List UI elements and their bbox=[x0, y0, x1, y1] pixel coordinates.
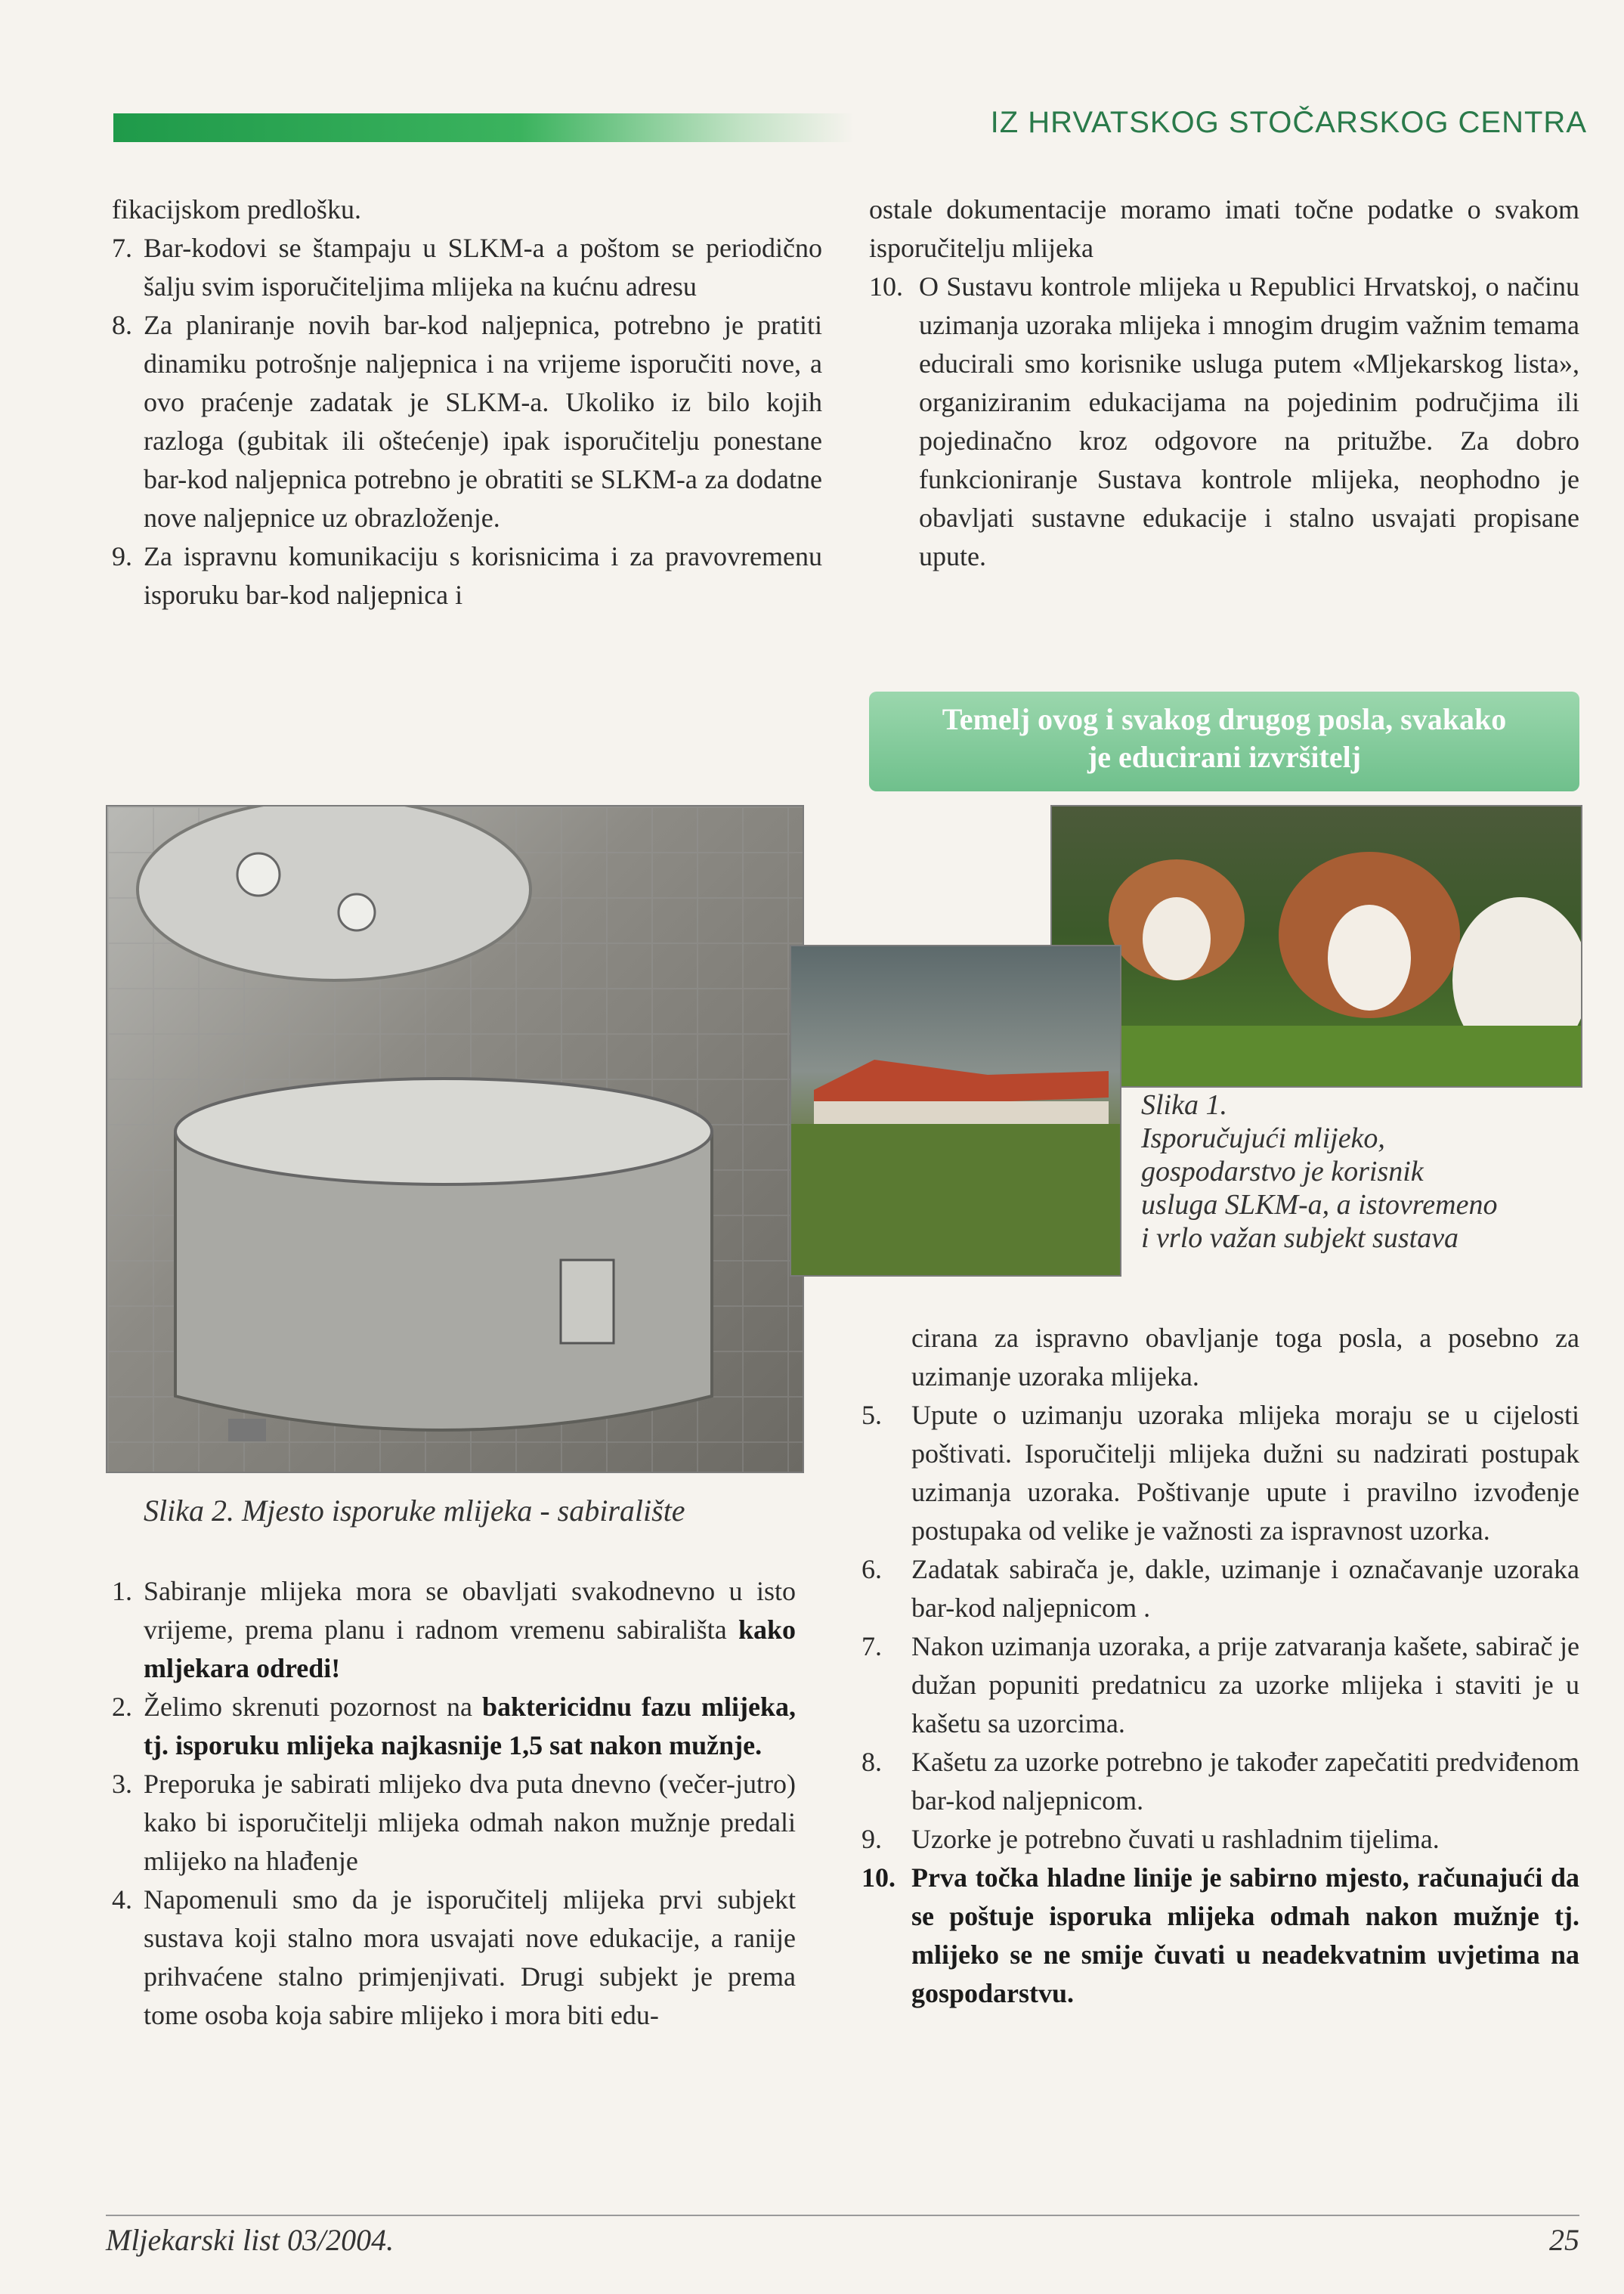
farm-photo bbox=[790, 945, 1121, 1277]
list-number: 7. bbox=[861, 1631, 882, 1661]
list-number: 5. bbox=[861, 1400, 882, 1430]
caption-title: Slika 1. bbox=[1141, 1089, 1227, 1121]
list-text: Preporuka je sabirati mlijeko dva puta dnevno (večer-jutro) kako bi isporučitelji mlijeka odmah nakon mužnje predali mlijeko na hlađenje bbox=[144, 1769, 796, 1876]
paragraph-continuation: ostale dokumentacije moramo imati točne podatke o svakom isporučitelju mlijeka bbox=[869, 194, 1579, 263]
list-item bbox=[861, 1396, 1579, 1550]
list-item bbox=[112, 1688, 796, 1765]
list-item bbox=[112, 537, 822, 615]
figure-caption-2: Slika 2. Mjesto isporuke mlijeka - sabiralište bbox=[144, 1494, 685, 1528]
list-item bbox=[861, 1820, 1579, 1859]
text-column-4 bbox=[861, 1319, 1579, 2013]
text-column-3 bbox=[112, 1572, 796, 2035]
page-number: 25 bbox=[1549, 2223, 1579, 2257]
list-number: 10. bbox=[869, 271, 903, 302]
caption-line: i vrlo važan subjekt sustava bbox=[1141, 1222, 1459, 1254]
milk-tank-photo bbox=[106, 805, 804, 1473]
list-text: Uzorke je potrebno čuvati u rashladnim tijelima. bbox=[911, 1824, 1440, 1854]
list-text: Za ispravnu komunikaciju s korisnicima i za pravovremenu isporuku bar-kod naljepnica i bbox=[144, 541, 822, 610]
list-text-wrap bbox=[144, 1688, 796, 1765]
list-item bbox=[112, 1572, 796, 1688]
list-text: Za planiranje novih bar-kod naljepnica, potrebno je pratiti dinamiku potrošnje naljepnica i na vrijeme isporučiti nove, a ovo praćenje zadatak je SLKM-a. Ukoliko iz bilo kojih razloga (gubitak ili oštećenje) ipak isporučitelju ponestane bar-kod naljepnica potrebno je obratiti se SLKM-a za dodatne nove naljepnice uz obrazloženje. bbox=[144, 310, 822, 533]
list-number: 2. bbox=[112, 1692, 132, 1722]
list-text: Nakon uzimanja uzoraka, a prije zatvaranja kašete, sabirač je dužan popuniti predatnicu za uzorke mlijeka i staviti je u kašetu sa uzorcima. bbox=[911, 1631, 1579, 1738]
text-column-2 bbox=[869, 190, 1579, 576]
highlight-callout bbox=[869, 692, 1579, 791]
list-number: 7. bbox=[112, 233, 132, 263]
list-number: 8. bbox=[112, 310, 132, 340]
list-number: 8. bbox=[861, 1747, 882, 1777]
list-text: Želimo skrenuti pozornost na bbox=[144, 1692, 482, 1722]
caption-line: Isporučujući mlijeko, bbox=[1141, 1122, 1385, 1154]
list-text-bold: baktericidnu fazu mlijeka, tj. isporuku mlijeka najkasnije 1,5 sat nakon mužnje. bbox=[144, 1692, 796, 1760]
list-item bbox=[112, 1765, 796, 1881]
list-text: O Sustavu kontrole mlijeka u Republici Hrvatskoj, o načinu uzimanja uzoraka mlijeka i mnogim drugim važnim temama educirali smo korisnike usluga putem «Mljekarskog lista», organiziranim edukacijama na pojedinim područjima ili pojedinačno kroz odgovore na pritužbe. Za dobro funkcioniranje Sustava kontrole mlijeka, neophodno je obavljati sustavne edukacije i stalno usvajati propisane upute. bbox=[919, 271, 1579, 571]
cows-photo bbox=[1050, 805, 1582, 1088]
footer-rule bbox=[106, 2215, 1579, 2216]
list-number: 4. bbox=[112, 1884, 132, 1915]
header-accent-bar bbox=[113, 113, 854, 142]
list-text: Bar-kodovi se štampaju u SLKM-a a poštom se periodično šalju svim isporučiteljima mlijeka na kućnu adresu bbox=[144, 233, 822, 302]
list-item bbox=[869, 268, 1579, 576]
list-number: 1. bbox=[112, 1576, 132, 1606]
list-number: 3. bbox=[112, 1769, 132, 1799]
list-text: Kašetu za uzorke potrebno je također zapečatiti predviđenom bar-kod naljepnicom. bbox=[911, 1747, 1579, 1816]
list-number: 10. bbox=[861, 1862, 896, 1893]
list-item bbox=[861, 1743, 1579, 1820]
figure-caption-1 bbox=[1141, 1088, 1564, 1255]
milk-tank-illustration bbox=[107, 806, 803, 1472]
text-column-1 bbox=[112, 190, 822, 615]
caption-line: usluga SLKM-a, a istovremeno bbox=[1141, 1189, 1498, 1221]
list-text: Zadatak sabirača je, dakle, uzimanje i označavanje uzoraka bar-kod naljepnicom . bbox=[911, 1554, 1579, 1623]
farm-illustration bbox=[791, 946, 1120, 1275]
paragraph-continuation: fikacijskom predlošku. bbox=[112, 194, 361, 224]
list-item bbox=[112, 1881, 796, 2035]
list-number: 9. bbox=[112, 541, 132, 571]
list-item bbox=[112, 306, 822, 537]
list-item bbox=[112, 229, 822, 306]
list-number: 6. bbox=[861, 1554, 882, 1584]
section-title: IZ HRVATSKOG STOČARSKOG CENTRA bbox=[990, 106, 1587, 139]
list-text: Upute o uzimanju uzoraka mlijeka moraju se u cijelosti poštivati. Isporučitelji mlijeka dužni su nadzirati postupak uzimanja uzoraka. Poštivanje upute i pravilno izvođenje postupaka od velike je važnosti za ispravnost uzorka. bbox=[911, 1400, 1579, 1546]
list-text-bold: kako mljekara odredi! bbox=[144, 1614, 796, 1683]
list-text: Sabiranje mlijeka mora se obavljati svakodnevno u isto vrijeme, prema planu i radnom vremenu sabirališta bbox=[144, 1576, 796, 1645]
caption-line: gospodarstvo je korisnik bbox=[1141, 1156, 1424, 1187]
journal-issue: Mljekarski list 03/2004. bbox=[106, 2223, 394, 2257]
paragraph-continuation: cirana za ispravno obavljanje toga posla, a posebno za uzimanje uzoraka mlijeka. bbox=[911, 1323, 1579, 1392]
callout-line-1: Temelj ovog i svakog drugog posla, svakako bbox=[942, 702, 1507, 736]
list-item bbox=[861, 1550, 1579, 1627]
list-text-wrap bbox=[144, 1572, 796, 1688]
cows-illustration bbox=[1052, 806, 1581, 1086]
list-text: Napomenuli smo da je isporučitelj mlijeka prvi subjekt sustava koji stalno mora usvajati nove edukacije, a ranije prihvaćene stalno primjenjivati. Drugi subjekt je prema tome osoba koja sabire mlijeko i mora biti edu- bbox=[144, 1884, 796, 2030]
list-item bbox=[861, 1859, 1579, 2013]
list-number: 9. bbox=[861, 1824, 882, 1854]
callout-line-2: je educirani izvršitelj bbox=[1087, 740, 1362, 774]
list-item bbox=[861, 1627, 1579, 1743]
list-text-bold: Prva točka hladne linije je sabirno mjesto, računajući da se poštuje isporuka mlijeka odmah nakon mužnje tj. mlijeko se ne smije čuvati u neadekvatnim uvjetima na gospodarstvu. bbox=[911, 1862, 1579, 2008]
